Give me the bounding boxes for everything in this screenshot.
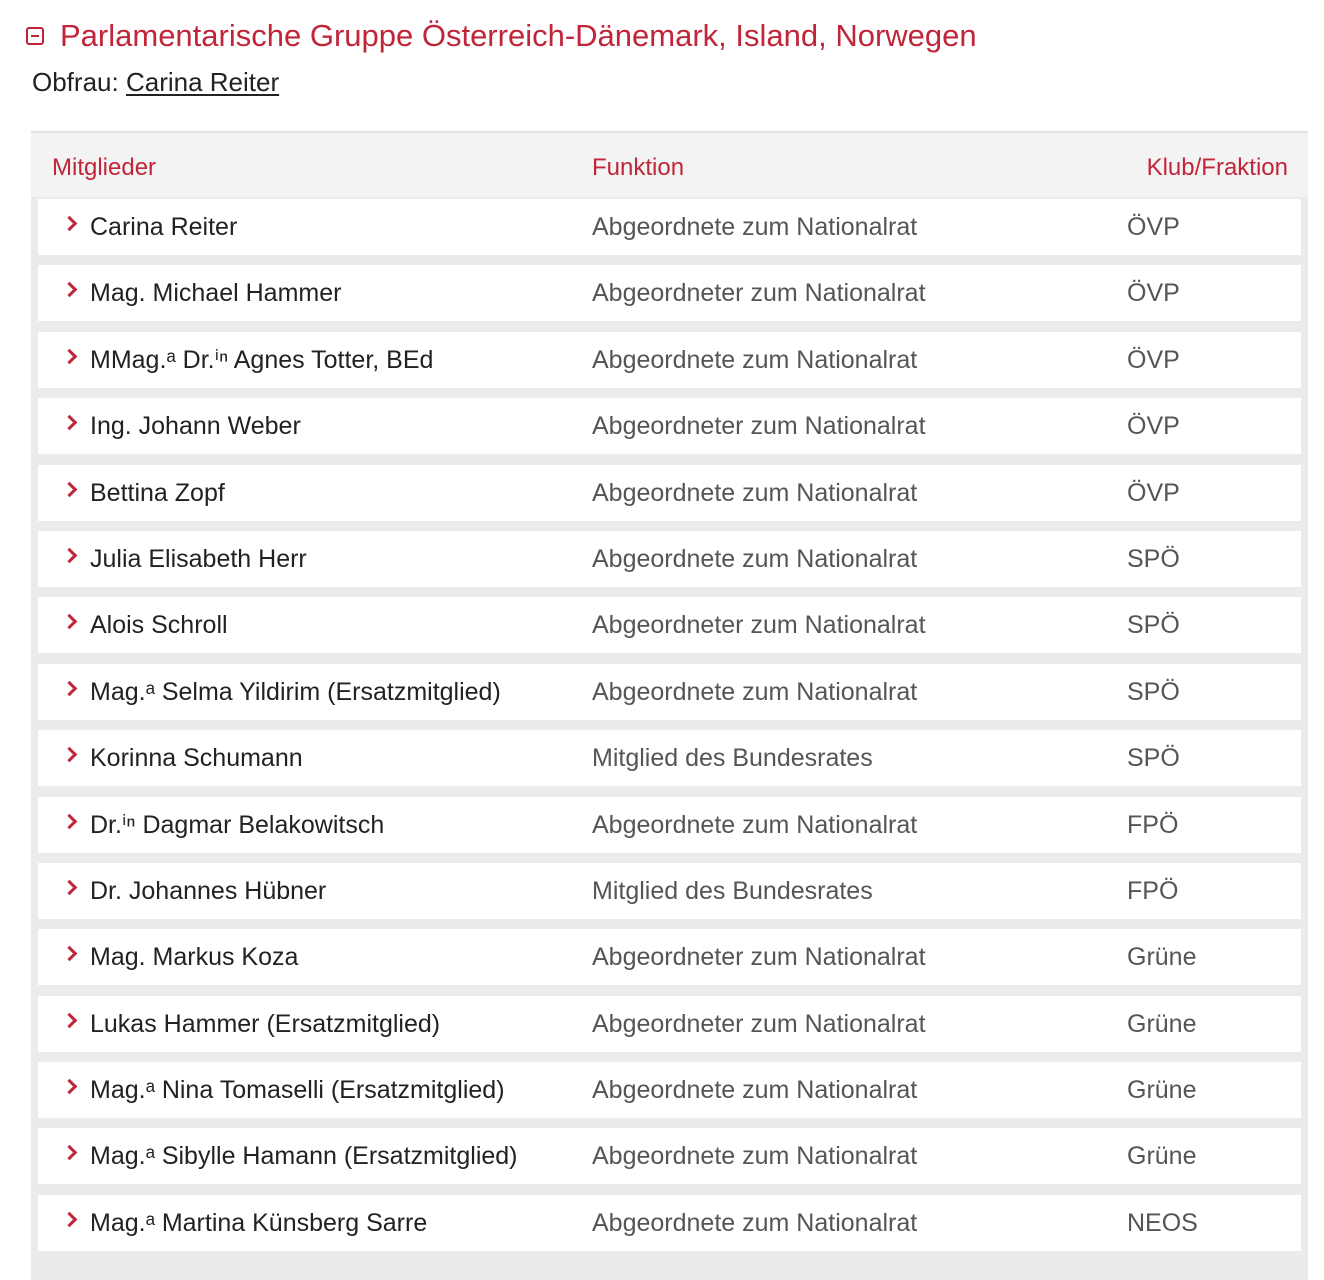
member-function: Abgeordnete zum Nationalrat — [592, 345, 918, 374]
group-header[interactable] — [26, 16, 977, 56]
member-name-link[interactable]: Mag. Michael Hammer — [90, 279, 342, 308]
table-row[interactable] — [38, 1195, 1301, 1251]
collapse-minus-icon[interactable] — [26, 27, 44, 45]
table-row[interactable] — [38, 929, 1301, 985]
group-title: Parlamentarische Gruppe Österreich-Dänemark, Island, Norwegen — [60, 18, 977, 53]
member-function: Mitglied des Bundesrates — [592, 744, 873, 773]
chevron-right-icon — [62, 216, 78, 232]
member-function: Abgeordnete zum Nationalrat — [592, 677, 918, 706]
member-name-link[interactable]: Dr. Johannes Hübner — [90, 876, 327, 905]
member-name-link[interactable]: Carina Reiter — [90, 213, 238, 241]
chevron-right-icon — [62, 614, 78, 630]
header-function[interactable]: Funktion — [592, 154, 685, 181]
member-name-link[interactable]: Mag. Markus Koza — [90, 943, 299, 972]
member-club: SPÖ — [1127, 611, 1180, 640]
table-row[interactable] — [38, 265, 1301, 321]
member-club: ÖVP — [1127, 478, 1180, 507]
table-row[interactable] — [38, 664, 1301, 720]
members-table — [31, 131, 1308, 1280]
chevron-right-icon — [62, 747, 78, 763]
table-body — [38, 199, 1301, 1261]
table-row[interactable] — [38, 1128, 1301, 1184]
member-club: FPÖ — [1127, 810, 1179, 839]
table-row[interactable] — [38, 1062, 1301, 1118]
chevron-right-icon — [62, 880, 78, 896]
chevron-right-icon — [62, 1145, 78, 1161]
member-function: Abgeordnete zum Nationalrat — [592, 544, 918, 573]
table-row[interactable] — [38, 465, 1301, 521]
chevron-right-icon — [62, 680, 78, 696]
member-function: Abgeordnete zum Nationalrat — [592, 1208, 918, 1237]
member-name-link[interactable]: Alois Schroll — [90, 611, 228, 640]
chevron-right-icon — [62, 946, 78, 962]
member-club: Grüne — [1127, 1142, 1197, 1171]
member-club: NEOS — [1127, 1208, 1198, 1237]
header-members[interactable]: Mitglieder — [52, 154, 157, 181]
member-function: Abgeordneter zum Nationalrat — [592, 412, 926, 441]
table-row[interactable] — [38, 531, 1301, 587]
member-name-link[interactable]: Ing. Johann Weber — [90, 412, 301, 441]
member-club: ÖVP — [1127, 345, 1180, 374]
table-header — [31, 131, 1308, 197]
member-club: FPÖ — [1127, 876, 1179, 905]
header-club[interactable]: Klub/Fraktion — [1146, 154, 1288, 181]
chevron-right-icon — [62, 1079, 78, 1095]
chevron-right-icon — [62, 415, 78, 431]
chevron-right-icon — [62, 282, 78, 298]
member-name-link[interactable]: Korinna Schumann — [90, 744, 303, 773]
member-club: ÖVP — [1127, 213, 1180, 241]
table-row[interactable] — [38, 797, 1301, 853]
member-club: SPÖ — [1127, 544, 1180, 573]
member-club: Grüne — [1127, 1009, 1197, 1038]
member-club: SPÖ — [1127, 744, 1180, 773]
member-name-link[interactable]: Mag.ᵃ Sibylle Hamann (Ersatzmitglied) — [90, 1142, 518, 1171]
member-club: ÖVP — [1127, 412, 1180, 441]
chair-name-link[interactable]: Carina Reiter — [125, 67, 280, 97]
member-function: Abgeordneter zum Nationalrat — [592, 279, 926, 308]
member-name-link[interactable]: Dr.ⁱⁿ Dagmar Belakowitsch — [90, 810, 385, 839]
table-row[interactable] — [38, 863, 1301, 919]
member-function: Abgeordneter zum Nationalrat — [592, 611, 926, 640]
table-row[interactable] — [38, 199, 1301, 255]
chevron-right-icon — [62, 1012, 78, 1028]
chevron-right-icon — [62, 548, 78, 564]
member-function: Abgeordnete zum Nationalrat — [592, 810, 918, 839]
table-row[interactable] — [38, 332, 1301, 388]
member-function: Abgeordneter zum Nationalrat — [592, 1009, 926, 1038]
member-name-link[interactable]: Mag.ᵃ Nina Tomaselli (Ersatzmitglied) — [90, 1076, 505, 1105]
member-function: Abgeordnete zum Nationalrat — [592, 1142, 918, 1171]
member-club: SPÖ — [1127, 677, 1180, 706]
member-name-link[interactable]: Mag.ᵃ Martina Künsberg Sarre — [90, 1208, 428, 1237]
chevron-right-icon — [62, 813, 78, 829]
chevron-right-icon — [62, 349, 78, 365]
chair-line — [32, 64, 279, 100]
member-club: Grüne — [1127, 1076, 1197, 1105]
table-row[interactable] — [38, 730, 1301, 786]
member-function: Abgeordnete zum Nationalrat — [592, 1076, 918, 1105]
table-row[interactable] — [38, 597, 1301, 653]
member-name-link[interactable]: Julia Elisabeth Herr — [90, 544, 307, 573]
member-name-link[interactable]: MMag.ᵃ Dr.ⁱⁿ Agnes Totter, BEd — [90, 345, 434, 374]
member-function: Mitglied des Bundesrates — [592, 876, 873, 905]
member-club: Grüne — [1127, 943, 1197, 972]
member-function: Abgeordneter zum Nationalrat — [592, 943, 926, 972]
member-name-link[interactable]: Mag.ᵃ Selma Yildirim (Ersatzmitglied) — [90, 677, 501, 706]
member-name-link[interactable]: Bettina Zopf — [90, 478, 225, 507]
member-name-link[interactable]: Lukas Hammer (Ersatzmitglied) — [90, 1009, 441, 1038]
member-club: ÖVP — [1127, 279, 1180, 308]
chevron-right-icon — [62, 481, 78, 497]
chair-label: Obfrau: — [32, 67, 119, 97]
member-function: Abgeordnete zum Nationalrat — [592, 213, 918, 241]
member-function: Abgeordnete zum Nationalrat — [592, 478, 918, 507]
table-row[interactable] — [38, 996, 1301, 1052]
chevron-right-icon — [62, 1212, 78, 1228]
table-row[interactable] — [38, 398, 1301, 454]
